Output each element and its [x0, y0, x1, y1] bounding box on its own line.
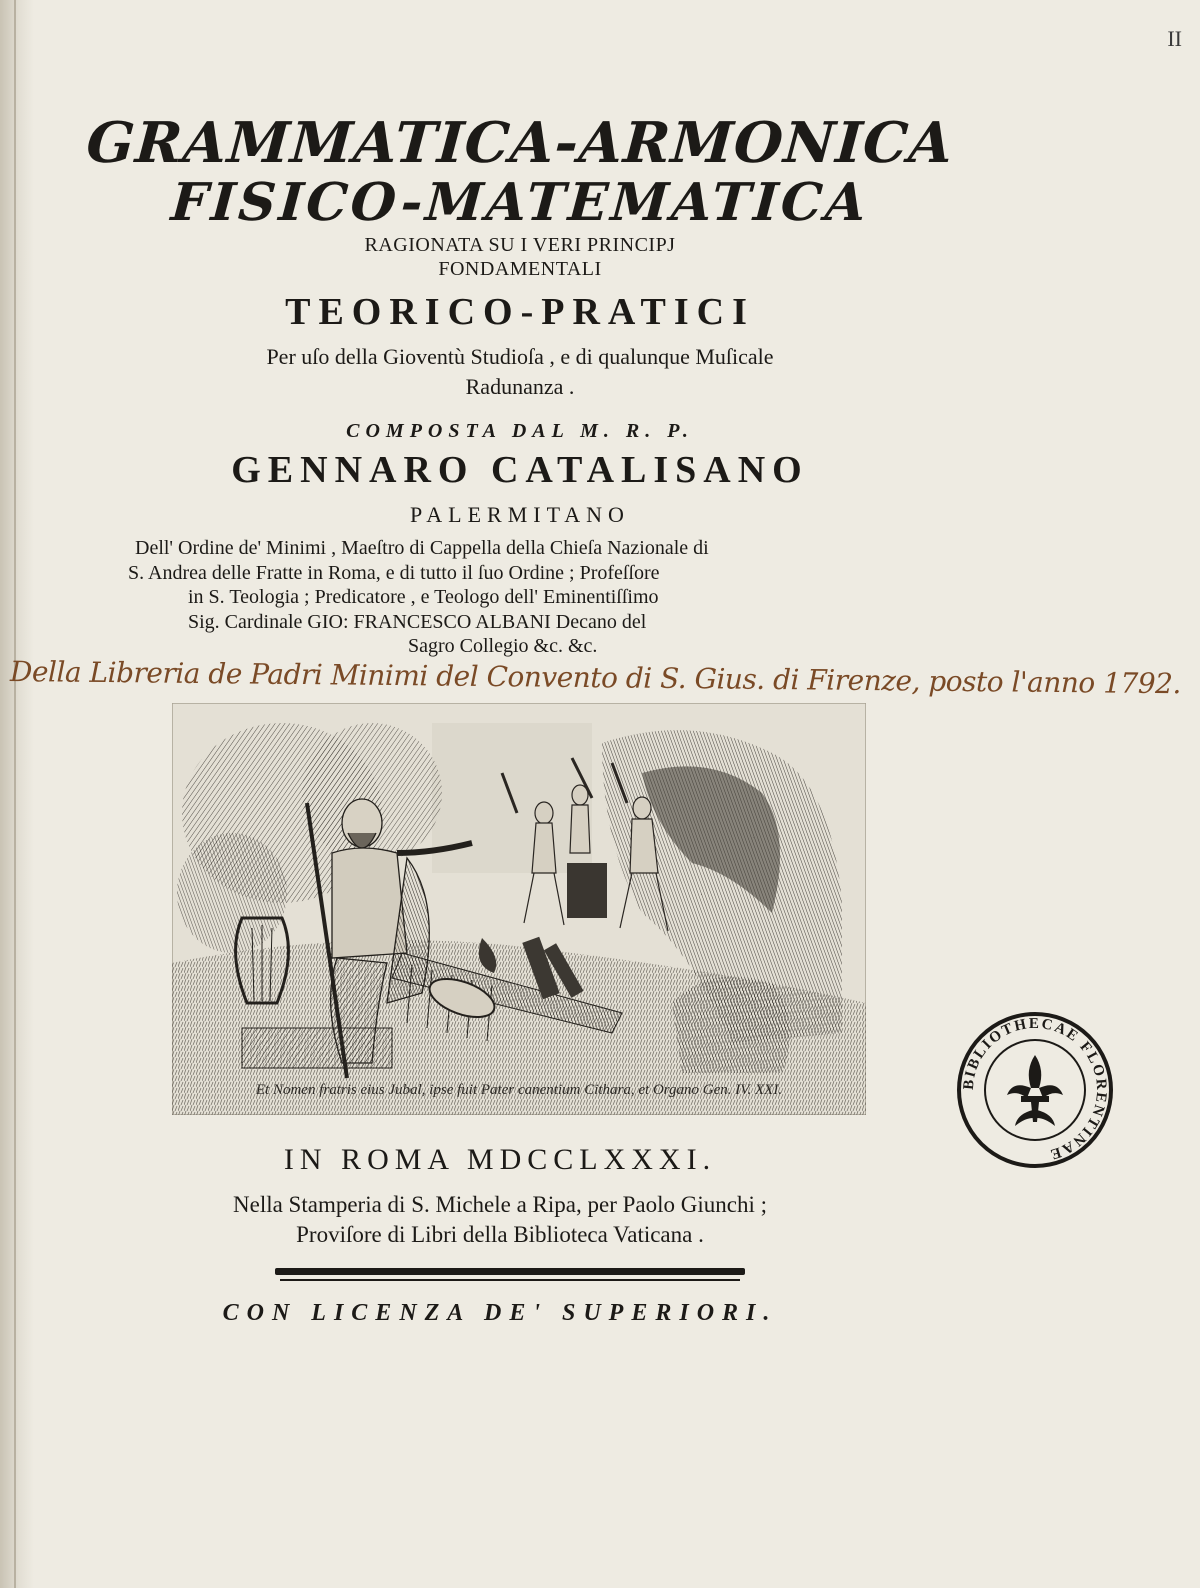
- title-line-2: FISICO-MATEMATICA: [169, 172, 871, 233]
- author-desc-line: Sig. Cardinale GIO: FRANCESCO ALBANI Decano del: [188, 610, 647, 633]
- author-origin: PALERMITANO: [410, 502, 630, 527]
- manuscript-ownership-note: Della Libreria de Padri Minimi del Convento di S. Gius. di Firenze, posto l'anno 1792.: [9, 655, 1181, 701]
- license-line: CON LICENZA DE' SUPERIORI.: [222, 1300, 778, 1326]
- printer-line-2: Proviſore di Libri della Biblioteca Vaticana .: [296, 1222, 704, 1247]
- shelfmark: II: [1167, 26, 1182, 51]
- author-desc-line: Dell' Ordine de' Minimi , Maeſtro di Cappella della Chieſa Nazionale di: [135, 537, 709, 559]
- subtitle-line-1: RAGIONATA SU I VERI PRINCIPJ: [364, 234, 676, 256]
- author-desc-line: S. Andrea delle Fratte in Roma, e di tutto il ſuo Ordine ; Profeſſore: [128, 561, 660, 584]
- title-line-1: GRAMMATICA-ARMONICA: [84, 110, 956, 176]
- imprint-city-date: IN ROMA MDCCLXXXI.: [283, 1143, 717, 1176]
- subtitle-line-3: TEORICO-PRATICI: [285, 291, 755, 333]
- decorative-rule-thin: [280, 1279, 740, 1281]
- engraving-illustration: [172, 703, 866, 1115]
- author-desc-line: in S. Teologia ; Predicatore , e Teologo dell' Eminentiſſimo: [188, 586, 659, 608]
- author-desc-line: Sagro Collegio &c. &c.: [408, 635, 598, 657]
- purpose-line-2: Radunanza .: [465, 374, 575, 399]
- printer-line-1: Nella Stamperia di S. Michele a Ripa, per Paolo Giunchi ;: [233, 1192, 767, 1217]
- decorative-rule-thick: [275, 1268, 745, 1275]
- subtitle-line-2: FONDAMENTALI: [438, 258, 602, 280]
- purpose-line-1: Per uſo della Gioventù Studioſa , e di qualunque Muſicale: [266, 344, 774, 369]
- author-description: [120, 536, 920, 659]
- engraving-caption: Et Nomen fratris eius Jubal, ipse fuit Pater canentium Cithara, et Organo Gen. IV. XXI.: [255, 1082, 783, 1098]
- library-stamp-icon: [955, 1010, 1115, 1170]
- stamp-text: BIBLIOTHECAE FLORENTINAE: [960, 1015, 1110, 1163]
- composed-by: COMPOSTA DAL M. R. P.: [346, 420, 694, 442]
- author-name: GENNARO CATALISANO: [231, 449, 809, 491]
